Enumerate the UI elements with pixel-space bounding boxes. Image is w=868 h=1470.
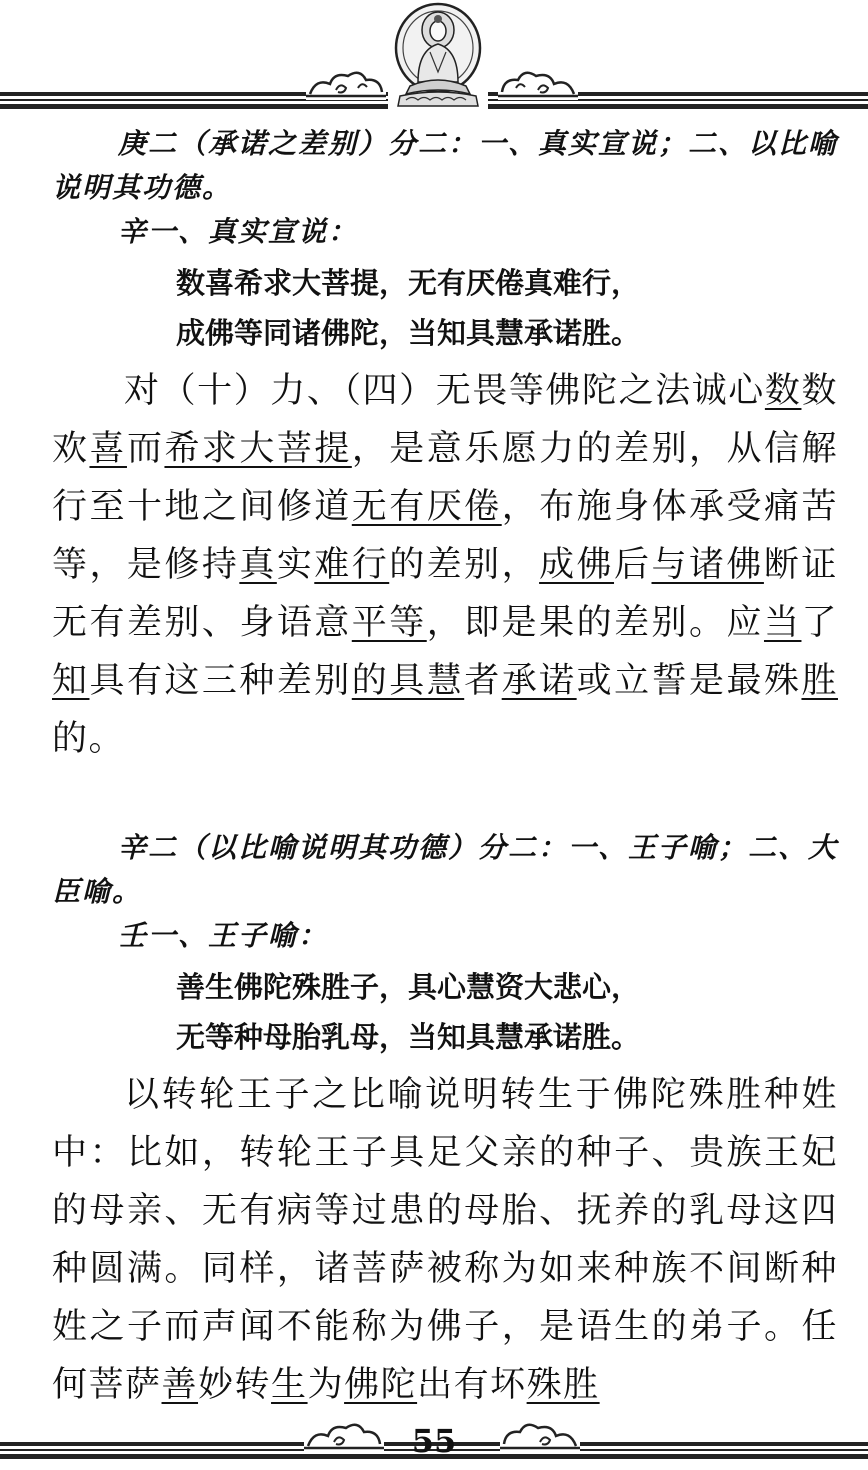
text-run: 断证无有差别、身语意 — [52, 545, 838, 643]
text-run: ，布施身体承受痛苦等，是修持 — [52, 487, 838, 585]
underlined-text: 殊胜 — [526, 1365, 600, 1405]
page-content — [52, 122, 838, 1414]
text-run: 而 — [126, 429, 165, 469]
page-number: 55 — [411, 1422, 457, 1460]
underlined-text: 与诸佛 — [651, 545, 764, 585]
text-run: 的差别， — [389, 545, 540, 585]
verse-line: 无等种母胎乳母，当知具慧承诺胜。 — [176, 1020, 641, 1054]
text-run: 为 — [307, 1365, 345, 1405]
page-header — [0, 0, 868, 112]
underlined-text: 善 — [161, 1365, 199, 1405]
section-heading: 庚二（承诺之差别）分二：一、真实宣说；二、以比喻说明其功德。 — [52, 127, 839, 204]
text-run: ，是意乐愿力的差别，从信解行至十地之间修道 — [52, 429, 838, 527]
underlined-text: 当 — [763, 603, 802, 643]
buddha-figure-icon — [388, 2, 488, 110]
commentary-paragraph — [52, 362, 838, 768]
text-run: 后 — [614, 545, 652, 585]
section-heading: 辛二（以比喻说明其功德）分二：一、王子喻；二、大臣喻。 — [52, 831, 839, 908]
underlined-text: 生 — [271, 1365, 308, 1405]
right-cloud-ornament-icon — [498, 68, 578, 100]
text-run: 妙转 — [198, 1365, 272, 1405]
underlined-text: 希求大菩提 — [164, 429, 352, 469]
underlined-text: 真 — [239, 545, 277, 585]
underlined-text: 无有厌倦 — [351, 487, 502, 527]
subsection-heading: 壬一、王子喻： — [118, 919, 329, 952]
underlined-text: 成佛 — [539, 545, 615, 585]
commentary-paragraph — [52, 1066, 838, 1414]
footer-right-cloud-icon — [500, 1420, 580, 1452]
text-run: 对（十）力、（四）无畏等佛陀之法诚心 — [124, 371, 765, 411]
verse-line: 善生佛陀殊胜子，具心慧资大悲心， — [176, 970, 641, 1004]
text-run: 具有这三种差别 — [89, 661, 352, 701]
underlined-text: 知 — [52, 661, 90, 701]
underlined-text: 胜 — [801, 661, 838, 701]
page-footer — [0, 1412, 868, 1470]
text-run: 实 — [276, 545, 315, 585]
underlined-text: 数 — [764, 371, 802, 411]
footer-left-cloud-icon — [304, 1420, 384, 1452]
verse-line: 数喜希求大菩提，无有厌倦真难行， — [176, 266, 641, 300]
text-run: 以转轮王子之比喻说明转生于佛陀殊胜种姓中：比如，转轮王子具足父亲的种子、贵族王妃的母亲、无有病等过患的母胎、抚养的乳母这四种圆满。同样，诸菩萨被称为如来种族不间断种姓之子而声闻不能称为佛子，是语生的弟子。任何菩萨 — [52, 1075, 838, 1405]
text-run: 或立誓是最殊 — [576, 661, 802, 701]
underlined-text: 佛陀 — [344, 1365, 418, 1405]
subsection-heading: 辛一、真实宣说： — [118, 215, 359, 248]
underlined-text: 喜 — [89, 429, 127, 469]
verse-line: 成佛等同诸佛陀，当知具慧承诺胜。 — [176, 316, 641, 350]
underlined-text: 承诺 — [501, 661, 577, 701]
text-run: 数欢 — [52, 371, 838, 469]
text-run: 者 — [464, 661, 502, 701]
underlined-text: 平等 — [351, 603, 427, 643]
underlined-text: 难行 — [314, 545, 390, 585]
text-run: 了 — [801, 603, 838, 643]
left-cloud-ornament-icon — [306, 68, 386, 100]
text-run: 的。 — [52, 719, 126, 759]
underlined-text: 的具慧 — [351, 661, 465, 701]
text-run: 出有坏 — [417, 1365, 527, 1405]
text-run: ，即是果的差别。应 — [426, 603, 764, 643]
